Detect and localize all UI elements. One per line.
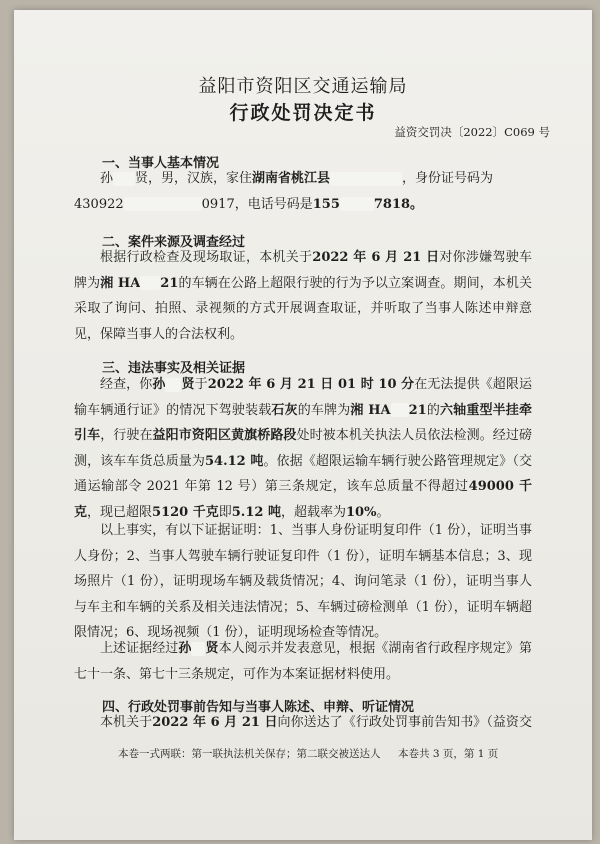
redaction — [391, 403, 409, 417]
section-2-heading: 二、案件来源及调查经过 — [102, 235, 246, 250]
redaction — [124, 197, 202, 211]
party-surname: 孙 — [100, 171, 114, 186]
agency-name: 益阳市资阳区交通运输局 — [198, 76, 408, 97]
document-number: 益资交罚决〔2022〕C069 号 — [394, 125, 550, 139]
section-4-heading: 四、行政处罚事前告知与当事人陈述、申辩、听证情况 — [102, 700, 415, 715]
section-4-paragraph: 本机关于2022 年 6 月 21 日向你送达了《行政处罚事前告知书》（益资交 — [100, 715, 532, 730]
section-3-paragraph-2: 以上事实，有以下证据证明：1、当事人身份证明复印件（1 份），证明当事人身份；2、当事人驾驶车辆行驶证复印件（1 份），证明车辆基本信息；3、现场照片（1 份），证明现场车辆及载货情况；4、询问笔录（1 份），证明当事人与车主和车辆的关系及相关违法情况；5、车辆过磅检测单（1 份），证明车辆超限情况；6、现场视频（1 份），证明现场检查等情况。 — [74, 523, 532, 640]
section-3-heading: 三、违法事实及相关证据 — [102, 361, 246, 376]
section-3-paragraph-3: 上述证据经过孙 贤本人阅示并发表意见，根据《湖南省行政程序规定》第七十一条、第七十三条规定，可作为本案证据材料使用。 — [74, 641, 532, 682]
redaction — [165, 378, 181, 392]
redaction — [140, 276, 160, 290]
redaction — [191, 642, 205, 656]
section-2-paragraph: 根据行政检查及现场取证，本机关于2022 年 6 月 21 日对你涉嫌驾驶车牌为湘 HA 21的车辆在公路上超限行驶的行为予以立案调查。期间，本机关采取了询问、拍照、录视频的方式开展调查取证，并听取了当事人陈述申辩意见，保障当事人的合法权利。 — [74, 250, 532, 342]
document-title: 行政处罚决定书 — [229, 102, 377, 124]
footer-page-count: 本卷共 3 页，第 1 页 — [398, 748, 499, 760]
section-1-heading: 一、当事人基本情况 — [102, 156, 220, 171]
section-3-paragraph-1: 经查，你孙 贤于2022 年 6 月 21 日 01 时 10 分在无法提供《超限运输车辆通行证》的情况下驾驶装载石灰的车牌为湘 HA 21的六轴重型半挂牵引车，行驶在益阳市资阳区黄旗桥路段处时被本机关执法人员依法检测。经过磅测，该车车货总质量为54.12 吨。依据《超限运输车辆行驶公路管理规定》（交通运输部令 2021 年第 12 号）第三条规定，该车总质量不得超过49000 千克，现已超限5120 千克即5.12 吨，超载率为10%。 — [74, 377, 532, 520]
redaction — [330, 172, 402, 186]
id-number-prefix: 430922 — [74, 196, 124, 212]
footer-copies-note: 本卷一式两联：第一联执法机关保存；第二联交被送达人 — [118, 748, 381, 760]
redaction — [340, 197, 374, 211]
redaction — [113, 172, 135, 186]
section-1-text: 孙 贤，男，汉族，家住湖南省桃江县 ，身份证号码为 430922 0917，电话号码是155 7818。 — [74, 171, 494, 212]
document-page — [14, 10, 592, 840]
